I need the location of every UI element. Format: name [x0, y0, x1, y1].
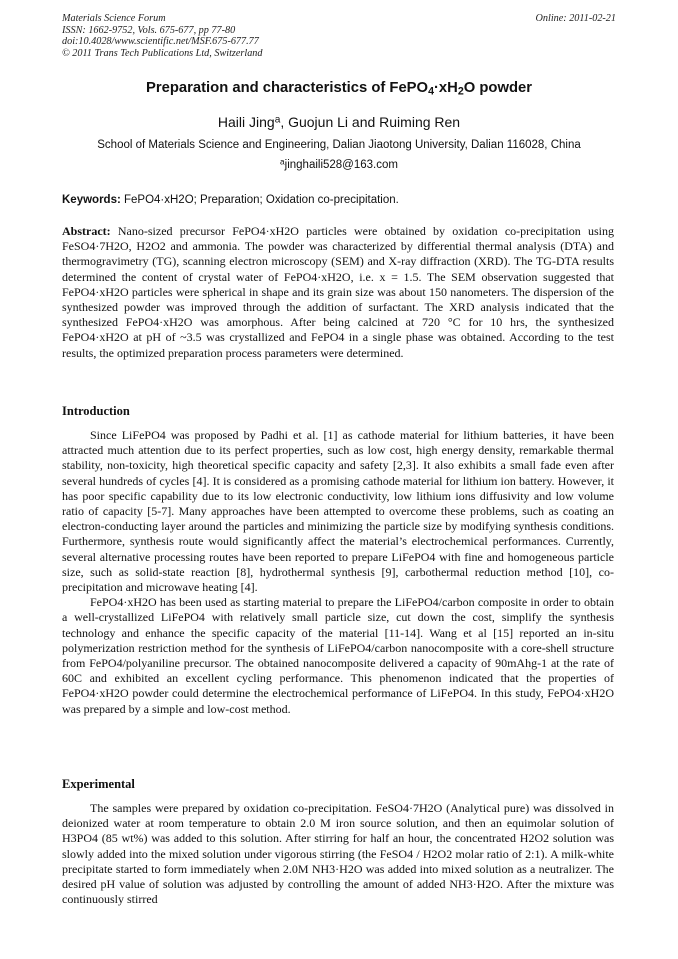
- doi-line: doi:10.4028/www.scientific.net/MSF.675-677.77: [62, 36, 259, 48]
- keywords-label: Keywords:: [62, 194, 121, 206]
- abstract-block: [62, 224, 614, 361]
- keywords-text: FePO4·xH2O; Preparation; Oxidation co-precipitation.: [120, 194, 399, 206]
- online-date: Online: 2011-02-21: [535, 13, 616, 24]
- section-heading-experimental: Experimental: [62, 777, 135, 791]
- keywords: [62, 194, 616, 206]
- section-heading-introduction: Introduction: [62, 404, 130, 418]
- experimental-body: [62, 801, 614, 907]
- copyright-line: © 2011 Trans Tech Publications Ltd, Switzerland: [62, 47, 263, 59]
- author-list: Haili Jing$^a$, Guojun Li and Ruiming Ren: [217, 114, 461, 130]
- journal-name: Materials Science Forum: [62, 13, 166, 24]
- journal-header: [62, 13, 616, 59]
- abstract-text: Nano-sized precursor FePO4·xH2O particles were obtained by oxidation co-precipitation using FeSO4·7H2O, H2O2 and ammonia. The powder was characterized by differential thermal analysis (DTA) and thermogravimetry (TG), scanning electron microscopy (SEM) and X-ray diffraction (XRD). The TG-DTA results determined the content of crystal water of FePO4·xH2O, i.e. x = 1.5. The SEM observation suggested that FePO4·xH2O particles were spherical in shape and its grain size was about 150 nanometers. The dispersion of the synthesized powder was improved through the addition of surfactant. The XRD analysis indicated that the synthesized FePO4·xH2O was amorphous. After being calcined at 720 °C for 10 hrs, the synthesized FePO4·xH2O at pH of ~3.5 was crystallized and FePO4 in a single phase was obtained. According to the test results, the optimized preparation process parameters were determined.: [62, 224, 614, 360]
- intro-paragraph-1: Since LiFePO4 was proposed by Padhi et al. [1] as cathode material for lithium batteries, it have been attracted much attention due to its perfect properties, such as low cost, high energy density, remarkable thermal stability, non-toxicity, high theoretical specific capacity and safety [2,3]. It also exhibits a small fade even after several hundreds of cycles [4]. It is considered as a promising cathode material for lithium ion battery. However, it has poor specific capability due to its low electronic conductivity, low lithium ions diffusivity and low volume ratio of capacity [5-7]. Many approaches have been attempted to overcome these problems, such as coating an electron-conducting layer around the particles and minimizing the particle size by modifying synthesis conditions. Furthermore, synthesis route would significantly affect the material’s electrochemical performances. Currently, several alternative processing routes have been reported to prepare LiFePO4 with fine and homogeneous particle size, such as solid-state reaction [8], hydrothermal synthesis [9], carbothermal reduction method [10], co-precipitation and microwave heating [4].: [62, 428, 614, 595]
- issn-line: ISSN: 1662-9752, Vols. 675-677, pp 77-80: [62, 24, 236, 36]
- paper-title: Preparation and characteristics of $FePO_4\cdot xH_2O$ powder: [146, 80, 532, 98]
- author-email: $^a$jinghaili528@163.com: [280, 157, 398, 171]
- intro-paragraph-2: FePO4·xH2O has been used as starting material to prepare the LiFePO4/carbon composite in order to obtain a well-crystallized LiFePO4 with relatively small particle size, cut down the cost, simplify the synthesis technology and enhance the specific capacity of the material [11-14]. Wang et al [15] reported an in-situ polymerization restriction method for the synthesis of LiFePO4/carbon nanocomposite with a core-shell structure from FePO4/polyaniline precursor. The obtained nanocomposite delivered a capacity of 90mAhg-1 at the rate of 60C and exhibited an excellent cycling performance. This phenomenon indicated that the properties of FePO4·xH2O powder could determine the electrochemical performance of LiFePO4. In this study, FePO4·xH2O was prepared by a simple and low-cost method.: [62, 595, 614, 716]
- affiliation: School of Materials Science and Engineering, Dalian Jiaotong University, Dalian 116028, China: [97, 139, 581, 151]
- abstract-label: Abstract:: [62, 224, 111, 238]
- introduction-body: [62, 428, 614, 717]
- experimental-paragraph-1: The samples were prepared by oxidation co-precipitation. FeSO4·7H2O (Analytical pure) was dissolved in deionized water at room temperature to obtain 2.0 M iron source solution, and then an equimolar solution of H3PO4 (85 wt%) was added to this solution. After stirring for half an hour, the concentrated H2O2 solution was slowly added into the mixed solution under vigorous stirring (the FeSO4 / H2O2 molar ratio of 2:1). A milk-white precipitate started to form immediately when 2.0M NH3·H2O was added into mixed solution as a neutralizer. The desired pH value of solution was adjusted by controlling the amount of added NH3·H2O. After the mixture was continuously stirred: [62, 801, 614, 907]
